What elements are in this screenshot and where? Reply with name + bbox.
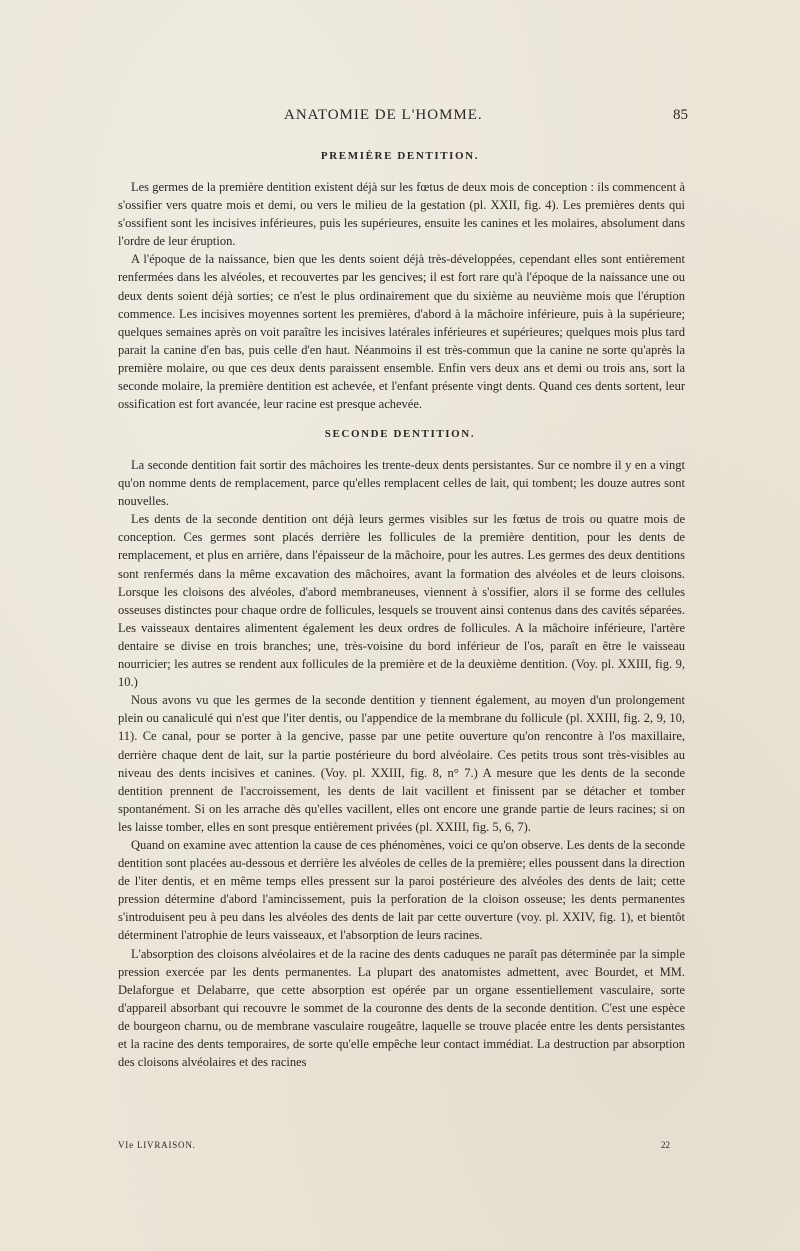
paragraph: Quand on examine avec attention la cause de ces phénomènes, voici ce qu'on observe. Les dents de la seconde dentition sont placées au-dessous et derrière les alvéoles de celles de la première; elles poussent dans la direction de l'iter dentis, et en même temps elles pressent sur la paroi postérieure des alvéoles des dents de lait; cette pression détermine d'abord l'amincissement, puis la perforation de la cloison osseuse; les dents permanentes s'introduisent peu à peu dans les alvéoles des dents de lait par cette ouverture (voy. pl. XXIV, fig. 1), et bientôt déterminent l'atrophie de leurs vaisseaux, et l'absorption de leurs racines. — [118, 837, 685, 943]
section-title-seconde-dentition: SECONDE DENTITION. — [324, 428, 476, 440]
paragraph: La seconde dentition fait sortir des mâchoires les trente-deux dents persistantes. Sur ce nombre il y en a vingt qu'on nomme dents de remplacement, parce qu'elles remplacent celles de lait, qui tombent; les douze autres sont nouvelles. — [118, 458, 685, 509]
page-footer — [118, 1140, 688, 1156]
page-header — [118, 107, 688, 131]
paragraph: Nous avons vu que les germes de la seconde dentition y tiennent également, au moyen d'un prolongement plein ou canaliculé qui n'est que l'iter dentis, ou l'appendice de la membrane du follicule (pl. XXIII, fig. 2, 9, 10, 11). Ce canal, pour se porter à la gencive, passe par une petite ouverture qu'on rencontre à l'os maxillaire, derrière chaque dent de lait, sur la partie postérieure du bord alvéolaire. Ces petits trous sont très-visibles au niveau des dents incisives et canines. (Voy. pl. XXIII, fig. 8, n° 7.) A mesure que les dents de la seconde dentition prennent de l'accroissement, les dents de lait vacillent et finissent par se détacher et tomber spontanément. Si on les arrache dès qu'elles vacillent, elles ont encore une grande partie de leurs racines; si on les laisse tomber, elles en sont presque entièrement privées (pl. XXIII, fig. 5, 6, 7). — [118, 693, 685, 834]
livraison-mark: VIe LIVRAISON. — [118, 1140, 196, 1150]
paragraph: Les germes de la première dentition existent déjà sur les fœtus de deux mois de conception : ils commencent à s'ossifier vers quatre mois et demi, ou vers le milieu de la gestation (pl. XXII, fig. 4). Les premières dents qui s'ossifient sont les incisives inférieures, puis les supérieures, ensuite les canines et les molaires, absolument dans l'ordre de leur éruption. — [118, 180, 685, 249]
page-number: 85 — [673, 107, 688, 123]
section-body-premiere-dentition — [118, 178, 685, 413]
paragraph: L'absorption des cloisons alvéolaires et de la racine des dents caduques ne paraît pas déterminée par la simple pression exercée par les dents permanentes. La plupart des anatomistes admettent, avec Bourdet, et MM. Delaforgue et Delabarre, que cette absorption est opérée par un organe essentiellement vasculaire, sorte d'appareil absorbant qui recouvre le sommet de la couronne des dents de la seconde dentition. C'est une espèce de bourgeon charnu, ou de membrane vasculaire rougeâtre, laquelle se trouve placée entre les dents persistantes et la racine des dents temporaires, de sorte qu'elle empêche leur contact immédiat. La destruction par absorption des cloisons alvéolaires et des racines — [118, 946, 685, 1070]
section-body-seconde-dentition — [118, 456, 685, 1071]
running-title: ANATOMIE DE L'HOMME. — [284, 107, 483, 123]
paragraph: A l'époque de la naissance, bien que les dents soient déjà très-développées, cependant elles sont entièrement renfermées dans les alvéoles, et recouvertes par les gencives; il est fort rare qu'à l'époque de la naissance une ou deux dents soient déjà sorties; ce n'est le plus ordinairement que du sixième au neuvième mois que l'éruption commence. Les incisives moyennes sortent les premières, d'abord à la mâchoire inférieure, puis à la supérieure; quelques semaines après on voit paraître les incisives latérales inférieures et supérieures; quelques mois plus tard parait la canine d'en bas, puis celle d'en haut. Néanmoins il est très-commun que la canine ne sorte qu'après la première molaire, ou que ces deux dents paraissent ensemble. Enfin vers deux ans et demi ou trois ans, sort la seconde molaire, la première dentition est achevée, et l'enfant présente vingt dents. Quand ces dents sortent, leur ossification est fort avancée, leur racine est presque achevée. — [118, 252, 685, 412]
section-title-premiere-dentition: PREMIÈRE DENTITION. — [320, 150, 480, 162]
paragraph: Les dents de la seconde dentition ont déjà leurs germes visibles sur les fœtus de trois ou quatre mois de conception. Ces germes sont placés derrière les follicules de la première dentition, pour les dents de remplacement, et plus en arrière, dans l'épaisseur de la mâchoire, pour les autres. Les germes des deux dentitions sont renfermés dans la même excavation des mâchoires, avant la formation des alvéoles et de leurs cloisons. Lorsque les cloisons des alvéoles, d'abord membraneuses, viennent à s'ossifier, alors il se forme des cellules osseuses distinctes pour chaque ordre de follicules, lesquels se trouvent ainsi contenus dans des cavités séparées. Les vaisseaux dentaires alimentent également les deux ordres de follicules. A la mâchoire inférieure, l'artère dentaire se divise en trois branches; une, très-voisine du bord inférieur de l'os, paraît en être le vaisseau nourricier; les autres se rendent aux follicules de la première et de la deuxième dentition. (Voy. pl. XXIII, fig. 9, 10.) — [118, 512, 685, 690]
signature-mark: 22 — [661, 1140, 670, 1150]
